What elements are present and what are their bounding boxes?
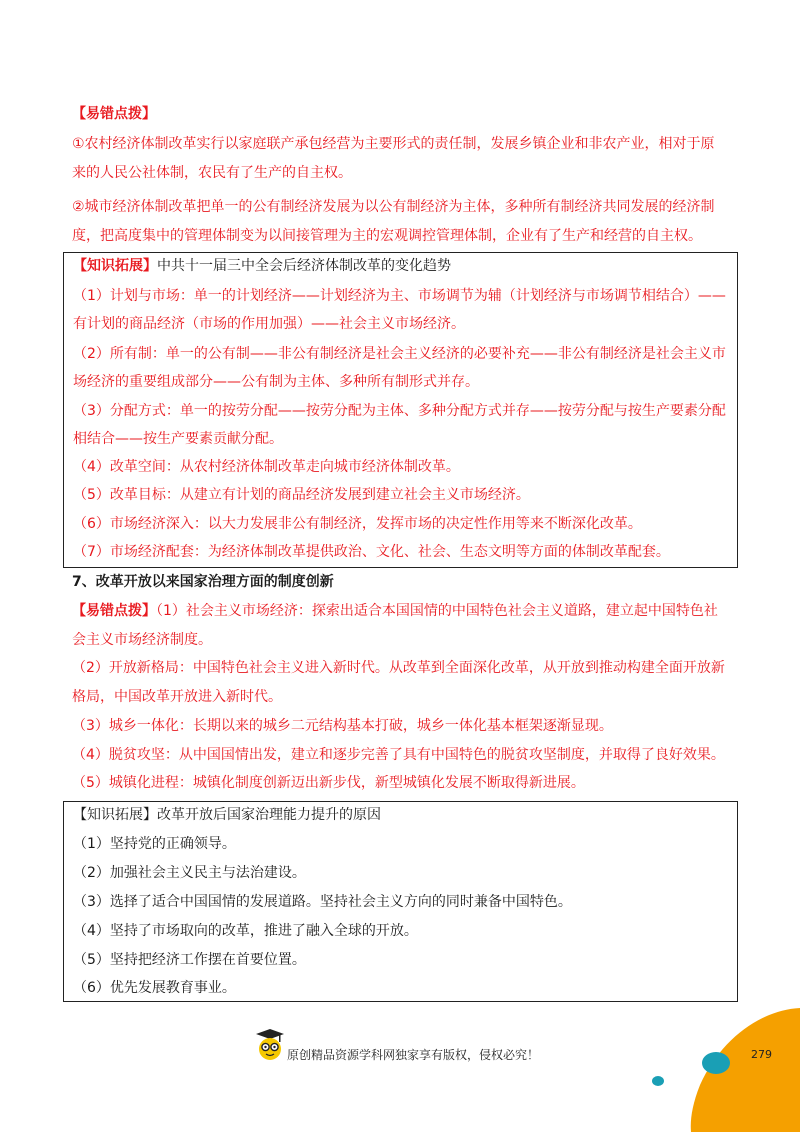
teal-dot-small <box>652 1076 664 1086</box>
error-tip-p2-line1: ②城市经济体制改革把单一的公有制经济发展为以公有制经济为主体，多种所有制经济共同发展的经济制 <box>72 199 715 215</box>
knowledge-box-2-title: 改革开放后国家治理能力提升的原因 <box>157 807 381 823</box>
box1-item3-line1: （3）分配方式：单一的按劳分配——按劳分配为主体、多种分配方式并存——按劳分配与按生产要素分配 <box>73 403 726 419</box>
section2-item2-line1: （2）开放新格局：中国特色社会主义进入新时代。从改革到全面深化改革，从开放到推动构建全面开放新 <box>72 660 725 676</box>
page-number: 279 <box>751 1048 772 1061</box>
section-7-heading: 7、改革开放以来国家治理方面的制度创新 <box>72 574 334 590</box>
error-tip-p1-line2: 来的人民公社体制，农民有了生产的自主权。 <box>72 165 352 181</box>
box1-item7: （7）市场经济配套：为经济体制改革提供政治、文化、社会、生态文明等方面的体制改革配套。 <box>73 544 670 560</box>
section2-item2-line2: 格局，中国改革开放进入新时代。 <box>72 689 282 705</box>
mascot-logo-icon <box>255 1028 285 1062</box>
teal-dot-large <box>702 1052 730 1074</box>
knowledge-tag: 【知识拓展】 <box>73 258 157 274</box>
box2-item3: （3）选择了适合中国国情的发展道路。坚持社会主义方向的同时兼备中国特色。 <box>73 894 572 910</box>
box2-item2: （2）加强社会主义民主与法治建设。 <box>73 865 306 881</box>
box1-item4: （4）改革空间：从农村经济体制改革走向城市经济体制改革。 <box>73 459 460 475</box>
copyright-notice: 原创精品资源学科网独家享有版权，侵权必究！ <box>287 1048 540 1062</box>
box1-item3-line2: 相结合——按生产要素贡献分配。 <box>73 431 283 447</box>
knowledge-box-1-title: 中共十一届三中全会后经济体制改革的变化趋势 <box>157 258 451 274</box>
box2-item4: （4）坚持了市场取向的改革，推进了融入全球的开放。 <box>73 923 418 939</box>
section2-item1-text: （1）社会主义市场经济：探索出适合本国国情的中国特色社会主义道路，建立起中国特色社 <box>156 603 718 619</box>
knowledge-tag: 【知识拓展】 <box>73 807 157 823</box>
box1-item2-line1: （2）所有制：单一的公有制——非公有制经济是社会主义经济的必要补充——非公有制经济是社会主义市 <box>73 346 726 362</box>
box1-item1-line1: （1）计划与市场：单一的计划经济——计划经济为主、市场调节为辅（计划经济与市场调节相结合）—— <box>73 288 726 304</box>
error-tip-heading: 【易错点拨】 <box>72 106 156 122</box>
error-tip-p2-line2: 度，把高度集中的管理体制变为以间接管理为主的宏观调控管理体制，企业有了生产和经营的自主权。 <box>72 228 702 244</box>
box1-item6: （6）市场经济深入：以大力发展非公有制经济，发挥市场的决定性作用等来不断深化改革。 <box>73 516 642 532</box>
section2-item5: （5）城镇化进程：城镇化制度创新迈出新步伐，新型城镇化发展不断取得新进展。 <box>72 775 585 791</box>
section2-item3: （3）城乡一体化：长期以来的城乡二元结构基本打破，城乡一体化基本框架逐渐显现。 <box>72 718 613 734</box>
section2-item4: （4）脱贫攻坚：从中国国情出发，建立和逐步完善了具有中国特色的脱贫攻坚制度，并取得了良好效果。 <box>72 747 725 763</box>
box2-item5: （5）坚持把经济工作摆在首要位置。 <box>73 952 306 968</box>
box1-item5: （5）改革目标：从建立有计划的商品经济发展到建立社会主义市场经济。 <box>73 487 530 503</box>
box1-item1-line2: 有计划的商品经济（市场的作用加强）——社会主义市场经济。 <box>73 316 465 332</box>
box2-item1: （1）坚持党的正确领导。 <box>73 836 236 852</box>
box2-item6: （6）优先发展教育事业。 <box>73 980 236 996</box>
box1-item2-line2: 场经济的重要组成部分——公有制为主体、多种所有制形式并存。 <box>73 374 479 390</box>
error-tip-tag: 【易错点拨】 <box>72 603 156 619</box>
section2-item1-line2: 会主义市场经济制度。 <box>72 632 212 648</box>
error-tip-p1-line1: ①农村经济体制改革实行以家庭联产承包经营为主要形式的责任制，发展乡镇企业和非农产业，相对于原 <box>72 136 715 152</box>
